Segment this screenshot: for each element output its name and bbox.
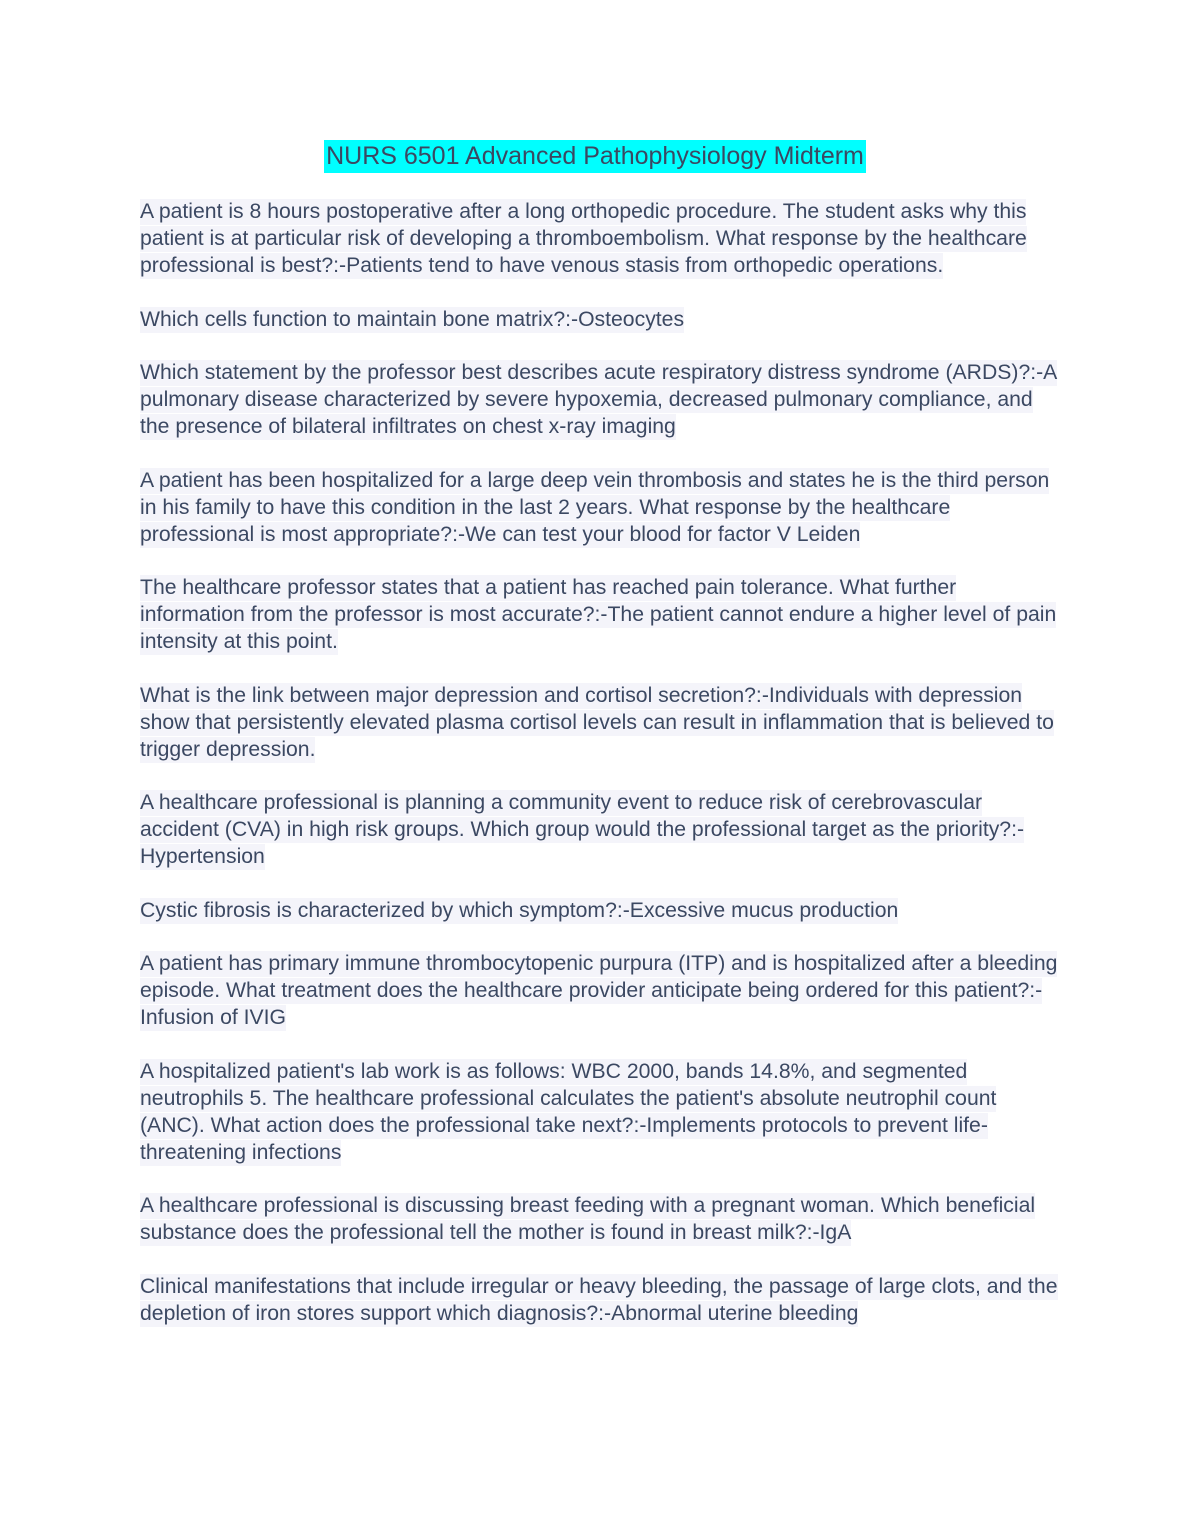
- qa-text: A patient is 8 hours postoperative after a long orthopedic procedure. The student asks why this patient is at particular risk of developing a thromboembolism. What response by the healthcare professional is best?:-Patients tend to have venous stasis from orthopedic operations.: [140, 200, 1027, 277]
- qa-text: A healthcare professional is planning a community event to reduce risk of cerebrovascular accident (CVA) in high risk groups. Which group would the professional target as the priority?:-Hypertension: [140, 791, 1025, 868]
- qa-text: Clinical manifestations that include irregular or heavy bleeding, the passage of large clots, and the depletion of iron stores support which diagnosis?:-Abnormal uterine bleeding: [140, 1274, 1058, 1325]
- qa-item: [140, 198, 1060, 279]
- page-title: NURS 6501 Advanced Pathophysiology Midterm: [324, 140, 866, 173]
- qa-item: [140, 467, 1060, 548]
- qa-text: A patient has been hospitalized for a large deep vein thrombosis and states he is the third person in his family to have this condition in the last 2 years. What response by the healthcare professional is most appropriate?:-We can test your blood for factor V Leiden: [140, 468, 1050, 546]
- qa-item: [140, 1192, 1060, 1246]
- qa-text: A healthcare professional is discussing breast feeding with a pregnant woman. Which beneficial substance does the professional tell the mother is found in breast milk?:-IgA: [140, 1194, 1036, 1244]
- qa-item: [140, 789, 1060, 870]
- qa-text: Which statement by the professor best describes acute respiratory distress syndrome (ARDS)?:-A pulmonary disease characterized by severe hypoxemia, decreased pulmonary compliance, and the presence of bilateral infiltrates on chest x-ray imaging: [140, 361, 1058, 438]
- qa-item: [140, 306, 1060, 333]
- qa-item: [140, 574, 1060, 655]
- qa-item: [140, 682, 1060, 763]
- qa-text: The healthcare professor states that a patient has reached pain tolerance. What further information from the professor is most accurate?:-The patient cannot endure a higher level of pain intensity at this point.: [140, 576, 1057, 653]
- qa-item: [140, 950, 1060, 1031]
- title-container: [0, 140, 1190, 173]
- qa-text: A patient has primary immune thrombocytopenic purpura (ITP) and is hospitalized after a bleeding episode. What treatment does the healthcare provider anticipate being ordered for this patient?:-Infusion of IVIG: [140, 952, 1058, 1029]
- qa-item: [140, 1058, 1060, 1166]
- qa-text: Cystic fibrosis is characterized by which symptom?:-Excessive mucus production: [140, 898, 899, 922]
- qa-text: A hospitalized patient's lab work is as follows: WBC 2000, bands 14.8%, and segmented neutrophils 5. The healthcare professional calculates the patient's absolute neutrophil count (ANC). What action does the professional take next?:-Implements protocols to prevent life-threatening infections: [140, 1059, 997, 1164]
- qa-item: [140, 897, 1060, 924]
- qa-item: [140, 359, 1060, 440]
- qa-text: Which cells function to maintain bone matrix?:-Osteocytes: [140, 307, 685, 331]
- qa-text: What is the link between major depression and cortisol secretion?:-Individuals with depression show that persistently elevated plasma cortisol levels can result in inflammation that is believed to trigger depression.: [140, 683, 1054, 761]
- qa-list: [140, 198, 1060, 1353]
- qa-item: [140, 1273, 1060, 1327]
